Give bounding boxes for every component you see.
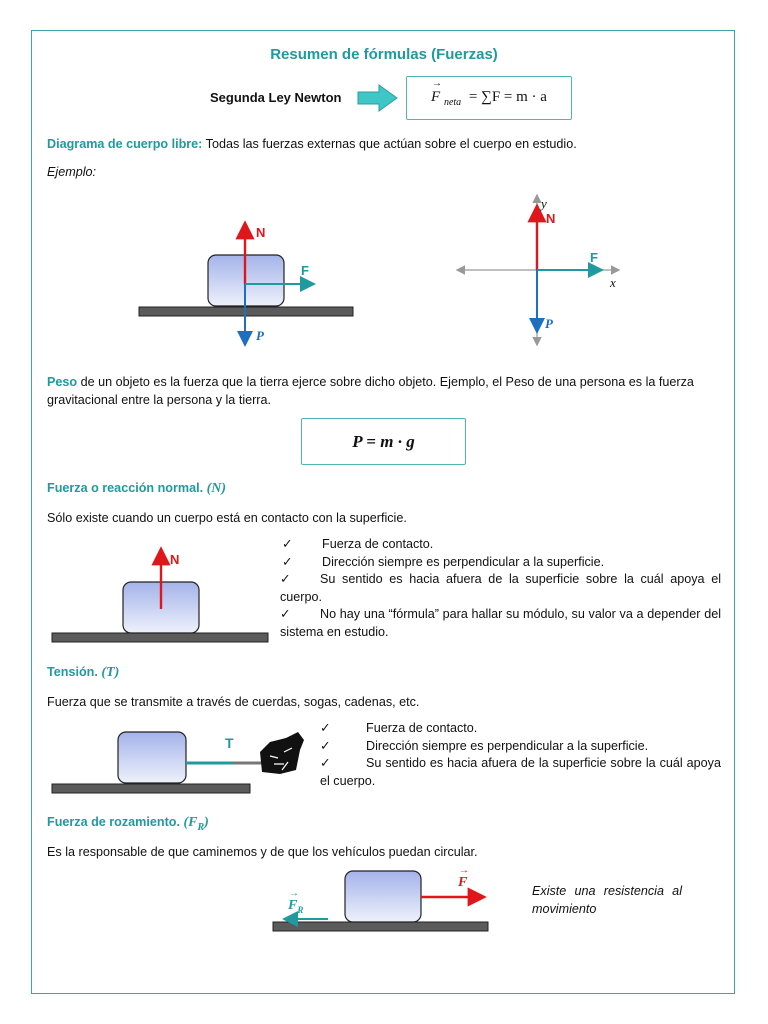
normal-text: Sólo existe cuando un cuerpo está en contacto con la superficie. (47, 511, 407, 525)
dcl-p-label: P (256, 328, 264, 343)
normal-heading: Fuerza o reacción normal. (N) (47, 481, 227, 496)
page-title: Resumen de fórmulas (Fuerzas) (270, 46, 498, 63)
list-item: ✓ Dirección siempre es perpendicular a la superficie. (320, 738, 649, 753)
block (118, 732, 186, 783)
right-arrow-icon (357, 84, 399, 112)
ground-surface (52, 633, 268, 642)
list-item: ✓ No hay una “fórmula” para hallar su módulo, su valor va a depender del sistema en estudio. (280, 607, 721, 639)
tension-text: Fuerza que se transmite a través de cuerdas, sogas, cadenas, etc. (47, 695, 420, 709)
tension-list (320, 720, 721, 790)
fist-icon (260, 732, 304, 774)
axes-n-label: N (546, 211, 556, 226)
axes-f-label: F (590, 250, 598, 265)
dcl-paragraph: Diagrama de cuerpo libre: Todas las fuerzas externas que actúan sobre el cuerpo en estudio. (47, 137, 577, 151)
axes-p-label: P (545, 316, 553, 331)
example-label: Ejemplo: (47, 165, 96, 179)
newton-formula: → F $_{neta}$ = ∑F = m · a (431, 77, 547, 108)
peso-paragraph: Peso de un objeto es la fuerza que la tierra ejerce sobre dicho objeto. Ejemplo, el Peso de una persona es la fuerza gravitacional entre la persona y la tierra. (47, 375, 694, 407)
ground-surface (273, 922, 488, 931)
list-item: ✓ Fuerza de contacto. (320, 721, 478, 735)
newton-formula-box (406, 76, 572, 120)
block (345, 871, 421, 922)
newton-label: Segunda Ley Newton (210, 90, 342, 105)
tension-t-label: T (225, 735, 234, 751)
normal-list (280, 536, 721, 641)
block-diagram (130, 215, 370, 350)
ground-surface (52, 784, 250, 793)
friction-f-label: → F (458, 865, 469, 890)
peso-formula: P = m · g (352, 431, 415, 451)
normal-n-label: N (170, 552, 180, 567)
axis-y-label: y (541, 196, 547, 211)
friction-fr-label: → $F_R$ (288, 888, 304, 915)
axis-x-label: x (610, 275, 616, 290)
list-item: ✓ Dirección siempre es perpendicular a la superficie. (282, 554, 605, 569)
tension-diagram (48, 728, 310, 798)
list-item: ✓ Fuerza de contacto. (282, 537, 434, 551)
peso-formula-box (301, 418, 466, 465)
tension-heading: Tensión. (T) (47, 665, 120, 680)
friction-text: Es la responsable de que caminemos y de que los vehículos puedan circular. (47, 845, 478, 859)
friction-note: Existe una resistencia al movimiento (532, 884, 682, 916)
list-item: ✓ Su sentido es hacia afuera de la superficie sobre la cuál apoya el cuerpo. (280, 572, 721, 604)
dcl-n-label: N (256, 225, 266, 240)
list-item: ✓ Su sentido es hacia afuera de la superficie sobre la cuál apoya el cuerpo. (320, 756, 721, 788)
friction-heading: Fuerza de rozamiento. $(F_R)$ (47, 815, 209, 833)
axes-diagram (450, 190, 630, 350)
dcl-f-label: F (301, 263, 309, 278)
normal-diagram (48, 545, 272, 645)
